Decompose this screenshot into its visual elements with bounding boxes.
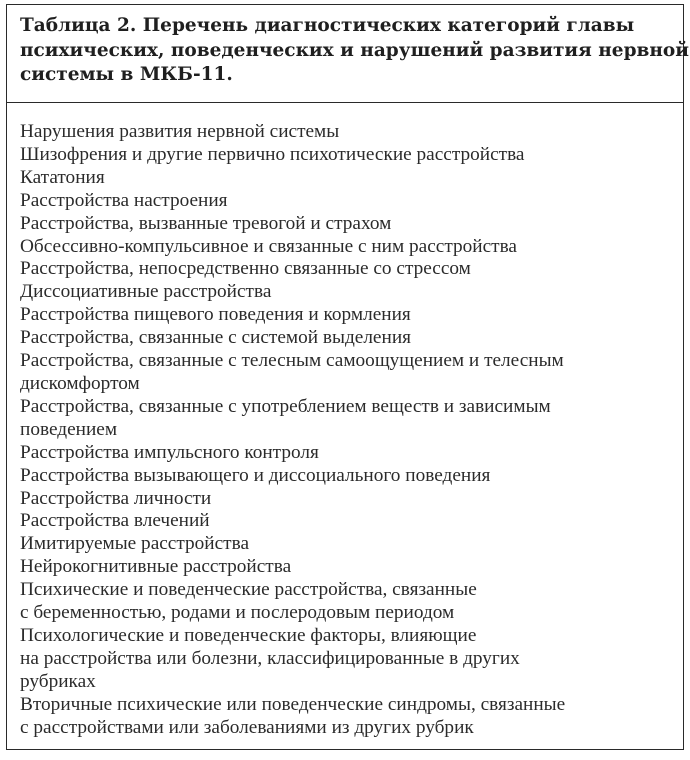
caption-line: психических, поведенческих и нарушений развития нервной: [20, 39, 689, 61]
category-item-line: рубриках: [20, 670, 96, 692]
category-list: [20, 121, 675, 739]
diagnostic-categories-table: [6, 4, 689, 750]
category-item: [20, 442, 675, 465]
category-item-line: Расстройства личности: [20, 487, 212, 509]
category-item-line: Кататония: [20, 166, 105, 188]
category-item-line: дискомфортом: [20, 372, 140, 394]
category-item: [20, 144, 675, 167]
category-item-line: Расстройства, связанные с телесным самоощущением и телесным: [20, 350, 564, 372]
category-item: [20, 510, 675, 533]
category-item: [20, 190, 675, 213]
category-item-line: Имитируемые расстройства: [20, 533, 250, 555]
category-item: [20, 213, 675, 236]
category-item-line: Нарушения развития нервной системы: [20, 121, 340, 142]
category-item-line: Расстройства импульсного контроля: [20, 441, 319, 463]
category-item-line: с расстройствами или заболеваниями из других рубрик: [20, 716, 474, 738]
category-item-line: Расстройства настроения: [20, 189, 228, 211]
table-caption: [7, 5, 689, 103]
category-item: [20, 465, 675, 488]
category-item-line: Расстройства, вызванные тревогой и страхом: [20, 212, 392, 234]
category-item-line: Расстройства, непосредственно связанные со стрессом: [20, 258, 471, 280]
category-item: [20, 625, 675, 694]
category-item-line: Психологические и поведенческие факторы, влияющие: [20, 624, 477, 646]
category-item-line: Диссоциативные расстройства: [20, 281, 272, 303]
category-item: [20, 236, 675, 259]
category-item: [20, 121, 675, 144]
category-item: [20, 167, 675, 190]
category-item-line: поведением: [20, 418, 118, 440]
category-item: [20, 281, 675, 304]
caption-line: системы в МКБ-11.: [20, 64, 233, 85]
category-item-line: Вторичные психические или поведенческие синдромы, связанные: [20, 693, 566, 715]
category-item: [20, 488, 675, 511]
category-item: [20, 556, 675, 579]
category-item: [20, 350, 675, 396]
category-item-line: Расстройства, связанные с системой выделения: [20, 327, 412, 349]
category-item: [20, 258, 675, 281]
category-item-line: Расстройства влечений: [20, 510, 210, 532]
category-item: [20, 396, 675, 442]
category-item: [20, 304, 675, 327]
category-item-line: Обсессивно-компульсивное и связанные с ним расстройства: [20, 235, 517, 257]
category-item: [20, 533, 675, 556]
category-item-line: Расстройства, связанные с употреблением веществ и зависимым: [20, 395, 551, 417]
category-item-line: на расстройства или болезни, классифицированные в других: [20, 647, 520, 669]
category-item-line: Расстройства вызывающего и диссоциального поведения: [20, 464, 491, 486]
category-item: [20, 694, 675, 740]
caption-line: Таблица 2. Перечень диагностических категорий главы: [20, 15, 635, 36]
category-item-line: с беременностью, родами и послеродовым периодом: [20, 602, 455, 624]
category-item: [20, 579, 675, 625]
category-item-line: Расстройства пищевого поведения и кормления: [20, 304, 411, 326]
category-item-line: Нейрокогнитивные расстройства: [20, 556, 292, 578]
category-item-line: Шизофрения и другие первично психотические расстройства: [20, 143, 525, 165]
category-item-line: Психические и поведенческие расстройства, связанные: [20, 579, 477, 601]
category-item: [20, 327, 675, 350]
